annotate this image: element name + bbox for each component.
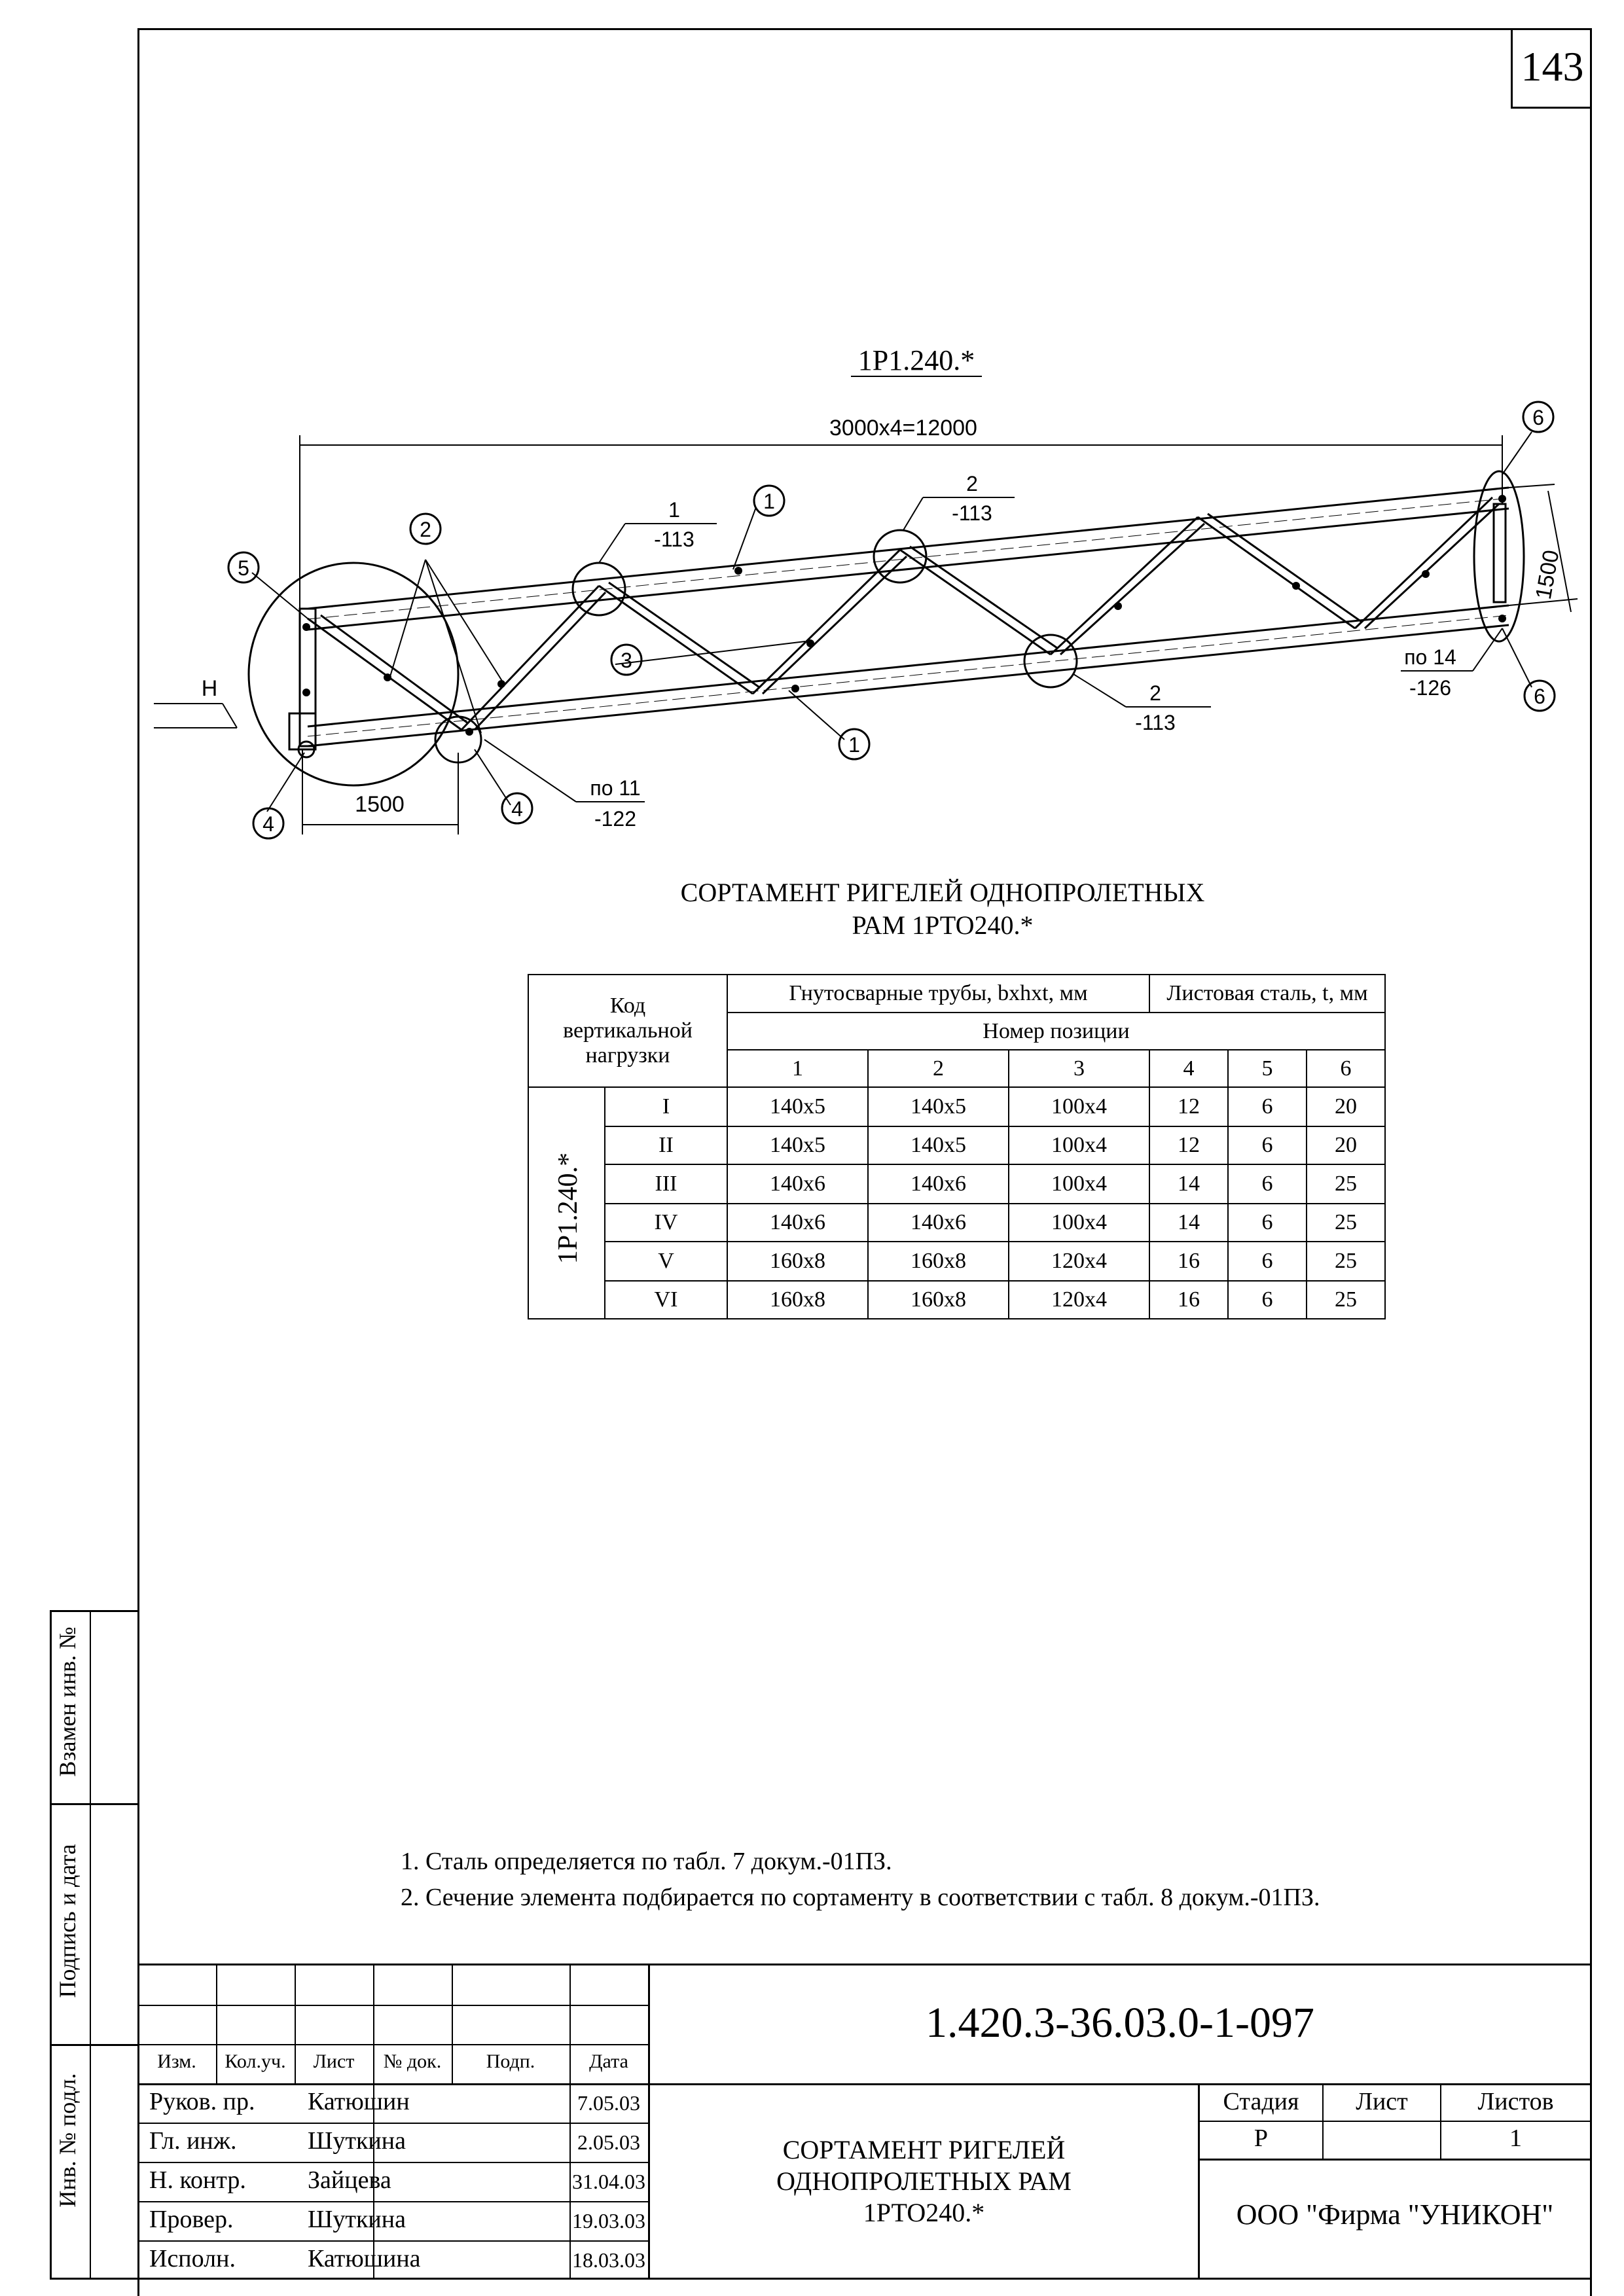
- callout-4-mid: 4: [511, 797, 523, 821]
- truss-drawing: [0, 0, 1624, 851]
- cell: 140х6: [868, 1164, 1009, 1204]
- table-row: [528, 1126, 1385, 1164]
- name-2: Зайцева: [308, 2166, 391, 2194]
- table-row: [528, 1087, 1385, 1126]
- sheets-label: Листов: [1477, 2088, 1554, 2115]
- cell: 120х4: [1009, 1281, 1149, 1319]
- name-3: Шуткина: [308, 2206, 406, 2233]
- col-header-sign: Подп.: [486, 2051, 535, 2072]
- leader: [475, 749, 511, 805]
- stage-label: Стадия: [1223, 2088, 1299, 2115]
- cell: 6: [1228, 1242, 1307, 1281]
- cell: 6: [1228, 1281, 1307, 1319]
- col-header-izm: Изм.: [157, 2051, 196, 2072]
- page-number: 143: [1521, 43, 1584, 90]
- cell: 140х6: [727, 1204, 868, 1242]
- callout-2: 2: [420, 518, 431, 541]
- node-1-top: 1: [668, 498, 680, 522]
- role-2: Н. контр.: [149, 2166, 246, 2194]
- name-4: Катюшина: [308, 2245, 421, 2272]
- header-sheet: Листовая сталь, t, мм: [1149, 975, 1385, 1013]
- table-title-line1: СОРТАМЕНТ РИГЕЛЕЙ ОДНОПРОЛЕТНЫХ: [680, 878, 1205, 907]
- tb-line: [137, 2240, 648, 2242]
- cell: 16: [1149, 1281, 1228, 1319]
- cell: 140х6: [868, 1204, 1009, 1242]
- table-row: [528, 1242, 1385, 1281]
- cell: 160х8: [868, 1281, 1009, 1319]
- row-code: II: [605, 1126, 727, 1164]
- cell: 140х5: [868, 1087, 1009, 1126]
- drawing-title: 1Р1.240.*: [857, 344, 975, 376]
- col-header-koluch: Кол.уч.: [225, 2051, 286, 2072]
- note-2: 2. Сечение элемента подбирается по сортаменту в соответствии с табл. 8 докум.-01ПЗ.: [401, 1884, 1320, 1911]
- web-member: [1051, 517, 1204, 655]
- leader: [615, 641, 805, 664]
- right-end-plate: [1494, 504, 1506, 602]
- table-title-line2: РАМ 1РТО240.*: [852, 910, 1034, 940]
- right-dimension: 1500: [1530, 548, 1564, 601]
- leader: [733, 507, 756, 569]
- sheets-value: 1: [1509, 2125, 1522, 2152]
- cell: 20: [1307, 1087, 1385, 1126]
- cell: 100х4: [1009, 1087, 1149, 1126]
- cell: 12: [1149, 1126, 1228, 1164]
- name-0: Катюшин: [308, 2088, 410, 2115]
- node-po11-bot: -122: [594, 807, 637, 831]
- callout-5: 5: [238, 556, 249, 580]
- stage-value: Р: [1254, 2125, 1269, 2152]
- callout-4-left: 4: [262, 812, 274, 836]
- pos-number: 6: [1307, 1050, 1385, 1087]
- name-1: Шуткина: [308, 2127, 406, 2155]
- company-name: ООО "Фирма "УНИКОН": [1236, 2198, 1554, 2231]
- pos-number: 3: [1009, 1050, 1149, 1087]
- role-0: Руков. пр.: [149, 2088, 255, 2115]
- cell: 12: [1149, 1087, 1228, 1126]
- header-code-l2: вертикальной: [563, 1018, 693, 1043]
- doc-code: 1.420.3-36.03.0-1-097: [926, 1999, 1314, 2047]
- date-3: 19.03.03: [572, 2209, 645, 2233]
- node-po14-top: по 14: [1404, 645, 1456, 669]
- callout-1-bottom: 1: [848, 733, 860, 757]
- row-code: I: [605, 1087, 727, 1126]
- bottom-chord: [308, 625, 1509, 746]
- cell: 20: [1307, 1126, 1385, 1164]
- cell: 25: [1307, 1242, 1385, 1281]
- node-2b-top: 2: [1149, 681, 1161, 705]
- cell: 14: [1149, 1204, 1228, 1242]
- header-pipes: Гнутосварные трубы, bхhхt, мм: [727, 975, 1149, 1013]
- node-1-bot: -113: [654, 528, 695, 551]
- header-positions: Номер позиции: [727, 1013, 1385, 1050]
- doc-title-line3: 1РТО240.*: [863, 2198, 985, 2227]
- role-4: Исполн.: [149, 2245, 236, 2272]
- leader: [267, 753, 304, 812]
- date-1: 2.05.03: [577, 2130, 640, 2154]
- table-row: [528, 1204, 1385, 1242]
- overall-dimension: 3000х4=12000: [829, 416, 977, 440]
- pos-number: 2: [868, 1050, 1009, 1087]
- center-line: [308, 498, 1509, 619]
- cell: 140х6: [727, 1164, 868, 1204]
- cell: 120х4: [1009, 1242, 1149, 1281]
- cell: 6: [1228, 1204, 1307, 1242]
- side-stamp-replace: Взамен инв. №: [54, 1626, 81, 1777]
- cell: 6: [1228, 1087, 1307, 1126]
- tb-line: [137, 2044, 648, 2045]
- cell: 100х4: [1009, 1164, 1149, 1204]
- table-row: [528, 1281, 1385, 1319]
- header-code-l3: нагрузки: [585, 1043, 670, 1067]
- cell: 16: [1149, 1242, 1228, 1281]
- col-header-date: Дата: [589, 2051, 628, 2072]
- cell: 6: [1228, 1164, 1307, 1204]
- tb-line: [1198, 2121, 1590, 2122]
- node-po11-top: по 11: [590, 776, 641, 800]
- doc-title-line1: СОРТАМЕНТ РИГЕЛЕЙ: [782, 2135, 1066, 2164]
- sheet-label: Лист: [1356, 2088, 1408, 2115]
- tb-line: [137, 2083, 1590, 2085]
- side-divider: [90, 1612, 91, 2280]
- node-2b-bot: -113: [1135, 711, 1176, 734]
- load-label: Н: [201, 676, 218, 701]
- tb-line: [1198, 2159, 1590, 2161]
- callout-6-top: 6: [1532, 406, 1544, 429]
- row-code: III: [605, 1164, 727, 1204]
- doc-title-line2: ОДНОПРОЛЕТНЫХ РАМ: [776, 2166, 1072, 2196]
- bottom-chord: [308, 605, 1509, 726]
- cell: 160х8: [727, 1242, 868, 1281]
- callout-6-bottom: 6: [1534, 685, 1545, 708]
- cell: 140х5: [868, 1126, 1009, 1164]
- date-0: 7.05.03: [577, 2091, 640, 2115]
- cell: 140х5: [727, 1087, 868, 1126]
- title-block: [137, 1964, 1590, 2280]
- cell: 14: [1149, 1164, 1228, 1204]
- group-label: 1Р1.240.*: [553, 1152, 583, 1265]
- shelf: [1074, 674, 1211, 707]
- node-po14-bot: -126: [1409, 676, 1452, 700]
- tb-line: [137, 2201, 648, 2202]
- callout-1-top: 1: [763, 490, 775, 513]
- date-2: 31.04.03: [572, 2170, 645, 2193]
- leader: [1502, 432, 1532, 475]
- group-label-cell: [528, 1087, 605, 1319]
- col-header-list: Лист: [313, 2051, 355, 2072]
- tb-line: [137, 2123, 648, 2124]
- row-code: VI: [605, 1281, 727, 1319]
- table-row: [528, 1164, 1385, 1204]
- pos-number: 1: [727, 1050, 868, 1087]
- row-code: V: [605, 1242, 727, 1281]
- top-chord: [308, 488, 1509, 609]
- tb-line: [137, 2005, 648, 2006]
- date-4: 18.03.03: [572, 2248, 645, 2272]
- col-header-doc: № док.: [383, 2051, 442, 2072]
- cell: 25: [1307, 1204, 1385, 1242]
- left-dimension: 1500: [355, 792, 405, 817]
- center-line: [308, 615, 1509, 736]
- node-circle: [874, 530, 926, 583]
- pos-number: 5: [1228, 1050, 1307, 1087]
- cell: 160х8: [868, 1242, 1009, 1281]
- header-code-l1: Код: [609, 994, 646, 1018]
- cell: 25: [1307, 1164, 1385, 1204]
- cell: 6: [1228, 1126, 1307, 1164]
- note-1: 1. Сталь определяется по табл. 7 докум.-01ПЗ.: [401, 1848, 892, 1875]
- side-divider: [52, 1803, 137, 1805]
- row-code: IV: [605, 1204, 727, 1242]
- node-2a-bot: -113: [952, 501, 992, 525]
- side-divider: [52, 2044, 137, 2046]
- cell: 160х8: [727, 1281, 868, 1319]
- cell: 100х4: [1009, 1126, 1149, 1164]
- leader: [789, 691, 844, 740]
- tb-line: [137, 2162, 648, 2163]
- role-1: Гл. инж.: [149, 2127, 237, 2155]
- callout-3: 3: [621, 649, 632, 672]
- leader: [1502, 628, 1532, 687]
- pos-number: 4: [1149, 1050, 1228, 1087]
- cell: 100х4: [1009, 1204, 1149, 1242]
- header-code: [528, 975, 727, 1087]
- node-2a-top: 2: [966, 472, 978, 495]
- side-stamp-inv: Инв. № подл.: [54, 2073, 81, 2208]
- side-stamp-signature: Подпись и дата: [54, 1844, 81, 1998]
- sortament-table: [528, 974, 1386, 1319]
- top-chord: [308, 509, 1509, 630]
- cell: 25: [1307, 1281, 1385, 1319]
- role-3: Провер.: [149, 2206, 234, 2233]
- cell: 140х5: [727, 1126, 868, 1164]
